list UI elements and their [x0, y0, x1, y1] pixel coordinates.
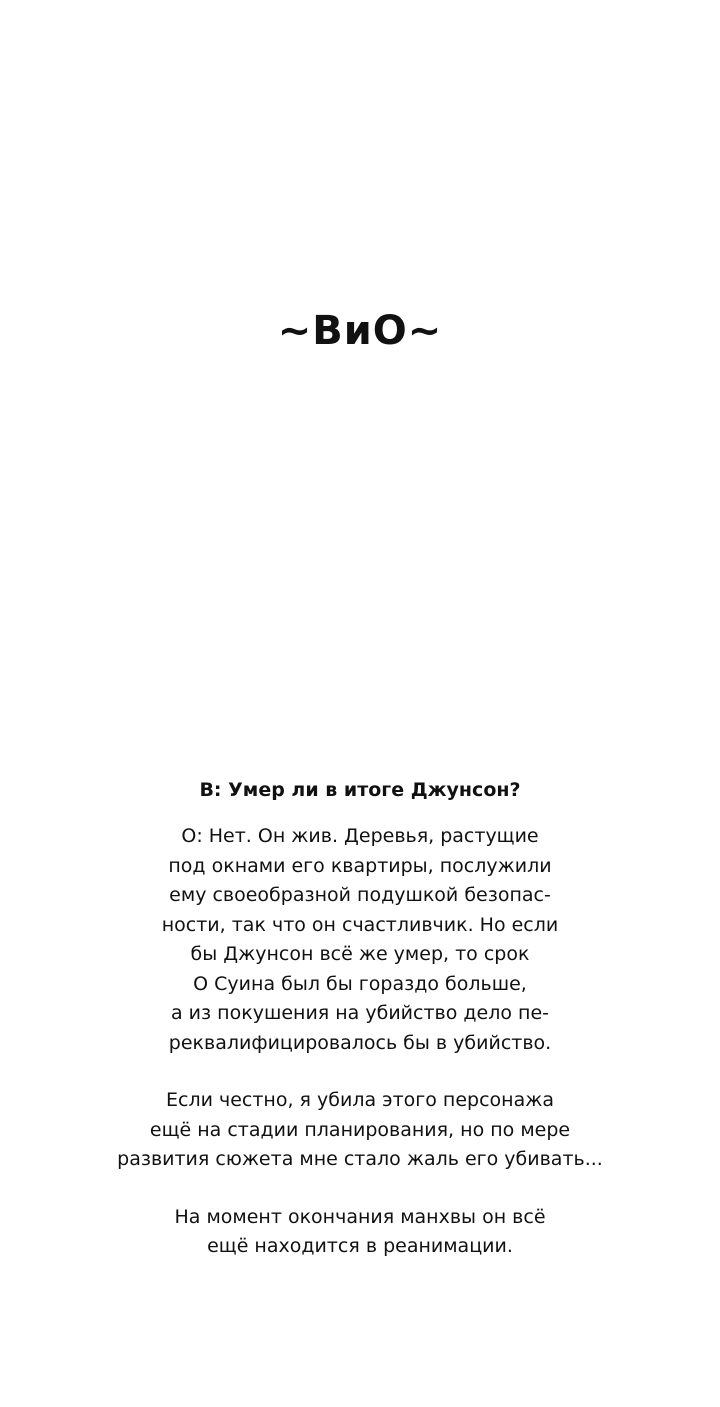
paragraph-spacer — [0, 1058, 720, 1086]
answer-line: под окнами его квартиры, послужили — [168, 854, 552, 877]
answer-line: ности, так что он счастливчик. Но если — [161, 913, 559, 936]
answer-line: бы Джунсон всё же умер, то срок — [190, 943, 530, 965]
status-line: На момент окончания манхвы он всё — [174, 1205, 546, 1228]
qa-section — [0, 776, 720, 1262]
note-line: развития сюжета мне стало жаль его убивать... — [117, 1148, 603, 1170]
author-note-paragraph — [0, 1086, 720, 1175]
answer-line: а из покушения на убийство дело пе- — [171, 1002, 549, 1024]
answer-line: О Суина был бы гораздо больше, — [193, 972, 527, 995]
page-title: ~ВиО~ — [277, 308, 443, 354]
answer-line: реквалифицировалось бы в убийство. — [168, 1031, 552, 1054]
status-line: ещё находится в реанимации. — [207, 1235, 513, 1257]
answer-line: ему своеобразной подушкой безопас- — [169, 884, 551, 906]
note-line: Если честно, я убила этого персонажа — [166, 1089, 554, 1111]
status-paragraph — [0, 1203, 720, 1262]
answer-line: О: Нет. Он жив. Деревья, растущие — [181, 825, 539, 847]
answer-paragraph — [0, 822, 720, 1058]
note-line: ещё на стадии планирования, но по мере — [149, 1118, 571, 1141]
question-text: В: Умер ли в итоге Джунсон? — [199, 779, 521, 801]
paragraph-spacer — [0, 1175, 720, 1203]
